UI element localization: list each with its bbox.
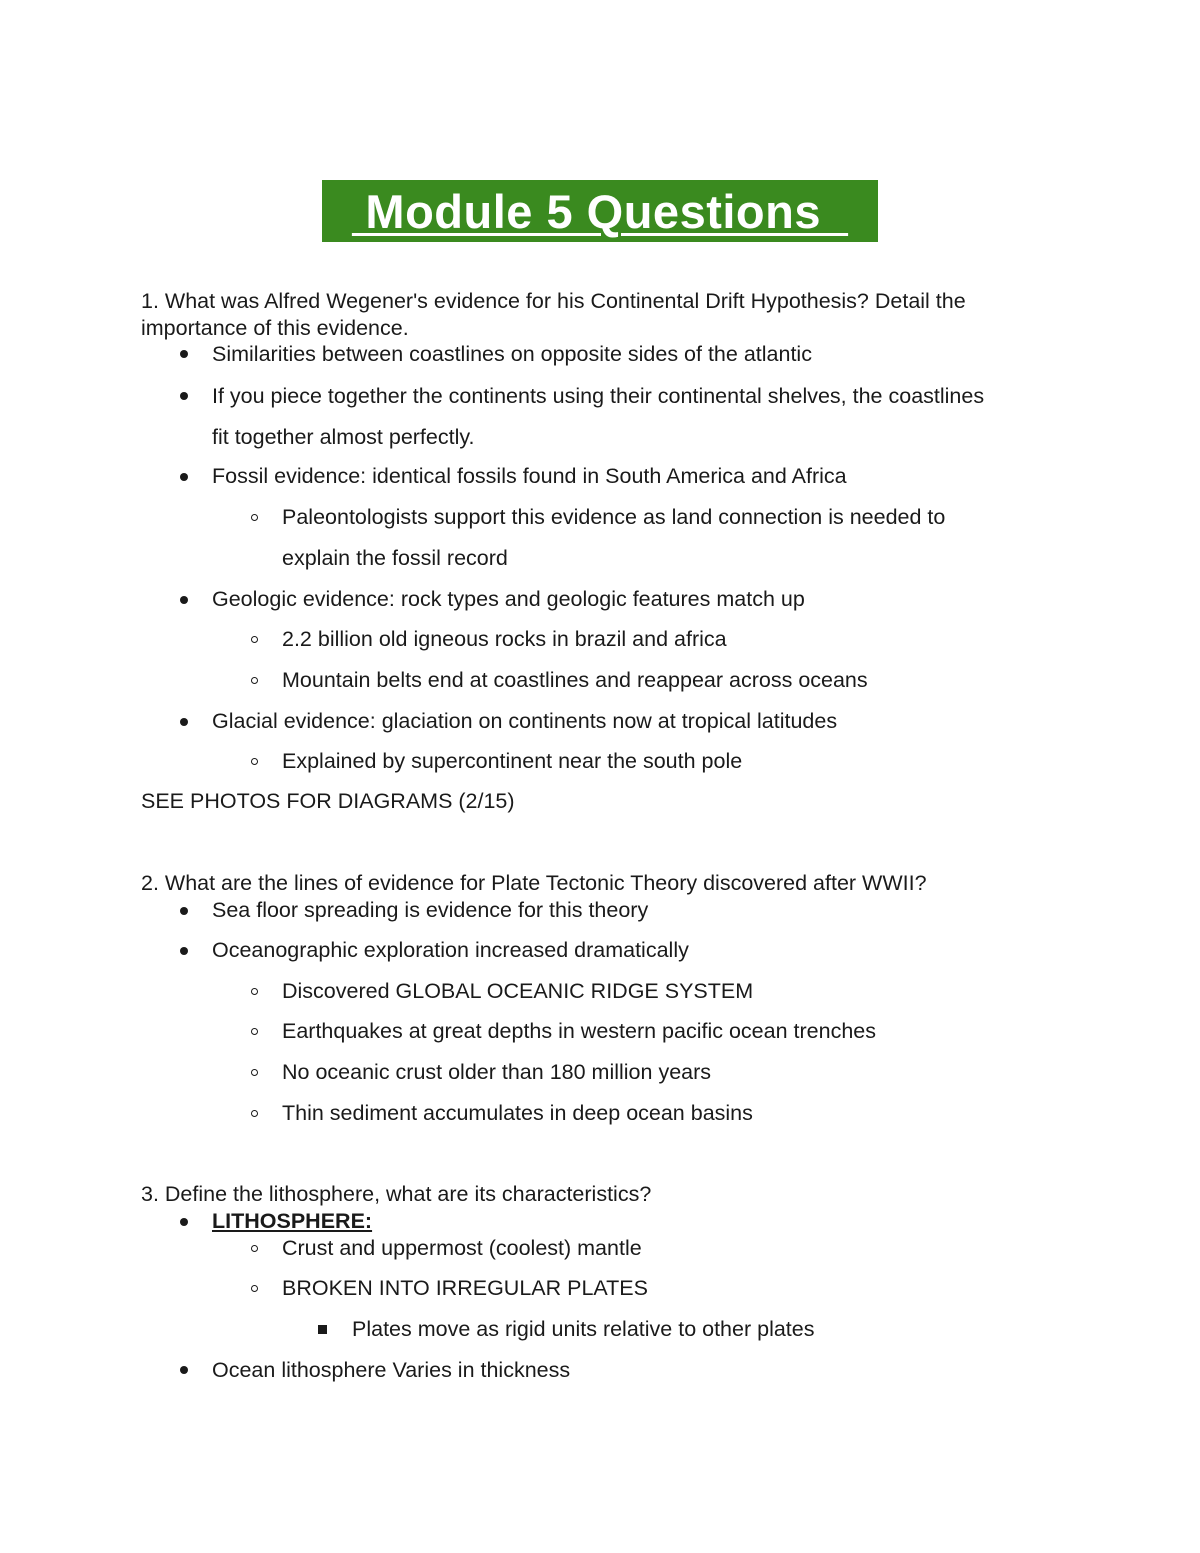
- list-item: Ocean lithosphere Varies in thickness: [212, 1358, 571, 1382]
- sub-list-item-continued: explain the fossil record: [282, 546, 508, 570]
- sub-list-item: Discovered GLOBAL OCEANIC RIDGE SYSTEM: [282, 979, 754, 1003]
- bullet-disc-icon: [180, 947, 188, 955]
- bullet-disc-icon: [180, 1218, 188, 1226]
- bullet-circle-icon: [251, 1245, 258, 1252]
- list-item: Geologic evidence: rock types and geologic features match up: [212, 587, 805, 611]
- question-1-continued: importance of this evidence.: [141, 316, 409, 340]
- bullet-circle-icon: [251, 1110, 258, 1117]
- sub-list-item: Earthquakes at great depths in western pacific ocean trenches: [282, 1019, 876, 1043]
- bullet-circle-icon: [251, 988, 258, 995]
- title-banner: [322, 180, 878, 242]
- bullet-disc-icon: [180, 907, 188, 915]
- bullet-disc-icon: [180, 350, 188, 358]
- bullet-disc-icon: [180, 718, 188, 726]
- bullet-circle-icon: [251, 514, 258, 521]
- list-item: Oceanographic exploration increased dramatically: [212, 938, 689, 962]
- list-item: Fossil evidence: identical fossils found in South America and Africa: [212, 464, 847, 488]
- page-title: Module 5 Questions: [351, 184, 849, 238]
- question-1: 1. What was Alfred Wegener's evidence for his Continental Drift Hypothesis? Detail the: [141, 289, 966, 313]
- question-2: 2. What are the lines of evidence for Plate Tectonic Theory discovered after WWII?: [141, 871, 927, 895]
- bullet-disc-icon: [180, 596, 188, 604]
- diagram-note: SEE PHOTOS FOR DIAGRAMS (2/15): [141, 789, 515, 813]
- sub-list-item: 2.2 billion old igneous rocks in brazil and africa: [282, 627, 727, 651]
- sub-list-item: Thin sediment accumulates in deep ocean basins: [282, 1101, 753, 1125]
- bullet-circle-icon: [251, 636, 258, 643]
- bullet-circle-icon: [251, 1285, 258, 1292]
- bullet-circle-icon: [251, 1028, 258, 1035]
- list-item: If you piece together the continents using their continental shelves, the coastlines: [212, 384, 985, 408]
- bullet-square-icon: [318, 1325, 327, 1334]
- sub-list-item: Crust and uppermost (coolest) mantle: [282, 1236, 642, 1260]
- list-item: Glacial evidence: glaciation on continents now at tropical latitudes: [212, 709, 838, 733]
- sub-list-item: BROKEN INTO IRREGULAR PLATES: [282, 1276, 648, 1300]
- list-item: Similarities between coastlines on opposite sides of the atlantic: [212, 342, 812, 366]
- list-item: Sea floor spreading is evidence for this theory: [212, 898, 649, 922]
- sub-list-item: Explained by supercontinent near the south pole: [282, 749, 743, 773]
- bullet-circle-icon: [251, 677, 258, 684]
- bullet-circle-icon: [251, 1069, 258, 1076]
- bullet-disc-icon: [180, 1366, 188, 1374]
- sub-list-item: Mountain belts end at coastlines and reappear across oceans: [282, 668, 868, 692]
- bullet-disc-icon: [180, 392, 188, 400]
- sub-sub-list-item: Plates move as rigid units relative to other plates: [352, 1317, 815, 1341]
- sub-list-item: Paleontologists support this evidence as land connection is needed to: [282, 505, 946, 529]
- bullet-circle-icon: [251, 758, 258, 765]
- sub-list-item: No oceanic crust older than 180 million years: [282, 1060, 712, 1084]
- list-item-heading: LITHOSPHERE:: [212, 1209, 373, 1233]
- bullet-disc-icon: [180, 473, 188, 481]
- question-3: 3. Define the lithosphere, what are its characteristics?: [141, 1182, 652, 1206]
- list-item-continued: fit together almost perfectly.: [212, 425, 475, 449]
